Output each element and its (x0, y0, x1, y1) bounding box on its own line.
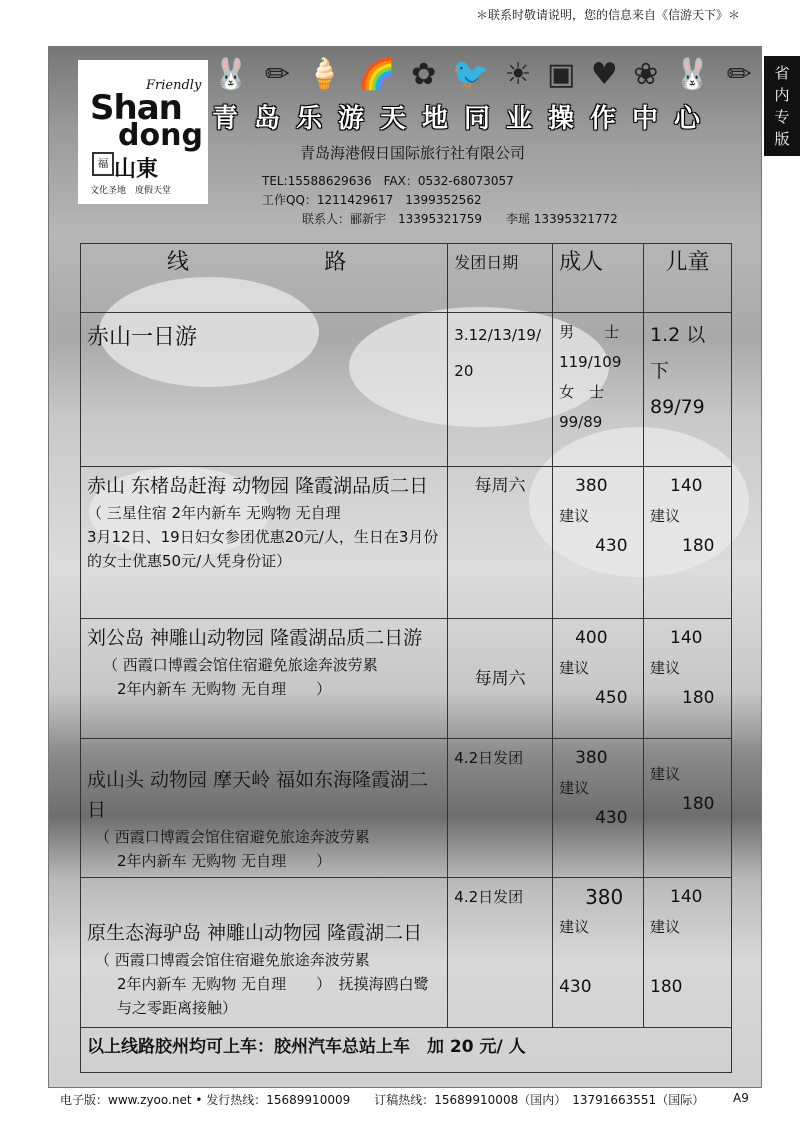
child-price-cell: 建议 180 (644, 739, 732, 878)
tv-icon: ▣ (547, 56, 576, 92)
seal-icon: 福 (92, 152, 114, 176)
date-cell: 4.2日发团 (448, 739, 553, 878)
header-child: 儿童 (644, 244, 732, 313)
header-date: 发团日期 (448, 244, 553, 313)
flower-icon: ✿ (411, 56, 437, 92)
route-cell: 成山头 动物园 摩天岭 福如东海隆霞湖二日 （ 西霞口博霞会馆住宿避免旅途奔波劳累 2年内新车 无购物 无自理 ） (81, 739, 448, 878)
logo-shan-text: Shan (90, 88, 182, 128)
operation-center-title: 青岛乐游天地同业操作中心 (212, 104, 717, 134)
child-price-cell: 1.2 以 下 89/79 (644, 313, 732, 467)
edition-tab: 省内专版 (764, 56, 800, 156)
footer-hotlines: 电子版：www.zyoo.net • 发行热线：15689910009 订稿热线：15689910008（国内） 13791663551（国际） (60, 1093, 705, 1107)
heart-icon: ♥ (590, 56, 618, 92)
rainbow-icon: 🌈 (358, 56, 396, 92)
pencil-icon: ✏ (264, 56, 290, 92)
logo-friendly-text: Friendly (146, 78, 202, 93)
pencil2-icon: ✏ (726, 56, 752, 92)
adult-price-cell: 380 建议 430 (553, 878, 644, 1028)
rabbit-icon: 🐰 (212, 56, 250, 92)
routes-table (80, 243, 732, 1073)
page-number: A9 (733, 1091, 749, 1105)
header-adult: 成人 (553, 244, 644, 313)
child-price-cell: 140 建议 180 (644, 467, 732, 619)
adult-price-cell: 380 建议 430 (553, 739, 644, 878)
header-route: 线 路 (81, 244, 448, 313)
route-cell: 原生态海驴岛 神雕山动物园 隆霞湖二日 （ 西霞口博霞会馆住宿避免旅途奔波劳累 2年内新车 无购物 无自理 ） 抚摸海鸥白鹭与之零距离接触） (81, 878, 448, 1028)
date-cell: 每周六 (448, 467, 553, 619)
table-row (81, 313, 732, 467)
route-cell: 刘公岛 神雕山动物园 隆霞湖品质二日游 （ 西霞口博霞会馆住宿避免旅途奔波劳累 2年内新车 无购物 无自理 ） (81, 619, 448, 739)
logo-slogan: 文化圣地 度假天堂 (90, 186, 172, 196)
rabbit2-icon: 🐰 (673, 56, 712, 92)
source-note: ＊联系时敬请说明，您的信息来自《信游天下》＊ (475, 8, 740, 22)
child-price-cell: 140 建议 180 (644, 619, 732, 739)
adult-price-cell: 男 士 119/109 女 士 99/89 (553, 313, 644, 467)
route-cell: 赤山一日游 (81, 313, 448, 467)
table-row (81, 619, 732, 739)
adult-price-cell: 400 建议 450 (553, 619, 644, 739)
logo-chinese-text: 山東 (114, 157, 159, 182)
table-header-row (81, 244, 732, 313)
adult-price-cell: 380 建议 430 (553, 467, 644, 619)
date-cell: 3.12/13/19/20 (448, 313, 553, 467)
decorative-icons-row (212, 52, 752, 96)
table-row (81, 878, 732, 1028)
date-cell: 4.2日发团 (448, 878, 553, 1028)
boarding-note-row (81, 1028, 732, 1073)
flower2-icon: ❀ (633, 56, 659, 92)
company-name: 青岛海港假日国际旅行社有限公司 (300, 144, 526, 162)
logo-dong-text: dong (118, 118, 203, 153)
date-cell: 每周六 (448, 619, 553, 739)
qq-info: 工作QQ：1211429617 1399352562 (262, 193, 482, 207)
child-price-cell: 140 建议 180 (644, 878, 732, 1028)
bird-icon: 🐦 (451, 56, 490, 92)
boarding-note: 以上线路胶州均可上车：胶州汽车总站上车 加 20 元/ 人 (81, 1028, 732, 1073)
sun-icon: ☀ (504, 56, 532, 92)
table-row (81, 467, 732, 619)
ice-cream-icon: 🍦 (305, 56, 343, 92)
table-row (81, 739, 732, 878)
contact-people: 联系人：郦新宇 13395321759 李瑶 13395321772 (302, 212, 618, 226)
route-cell: 赤山 东楮岛赶海 动物园 隆霞湖品质二日 （ 三星住宿 2年内新车 无购物 无自理 3月12日、19日妇女参团优惠20元/人，生日在3月份的女士优惠50元/人凭身份证） (81, 467, 448, 619)
tel-fax: TEL:15588629636 FAX：0532-68073057 (262, 174, 514, 188)
